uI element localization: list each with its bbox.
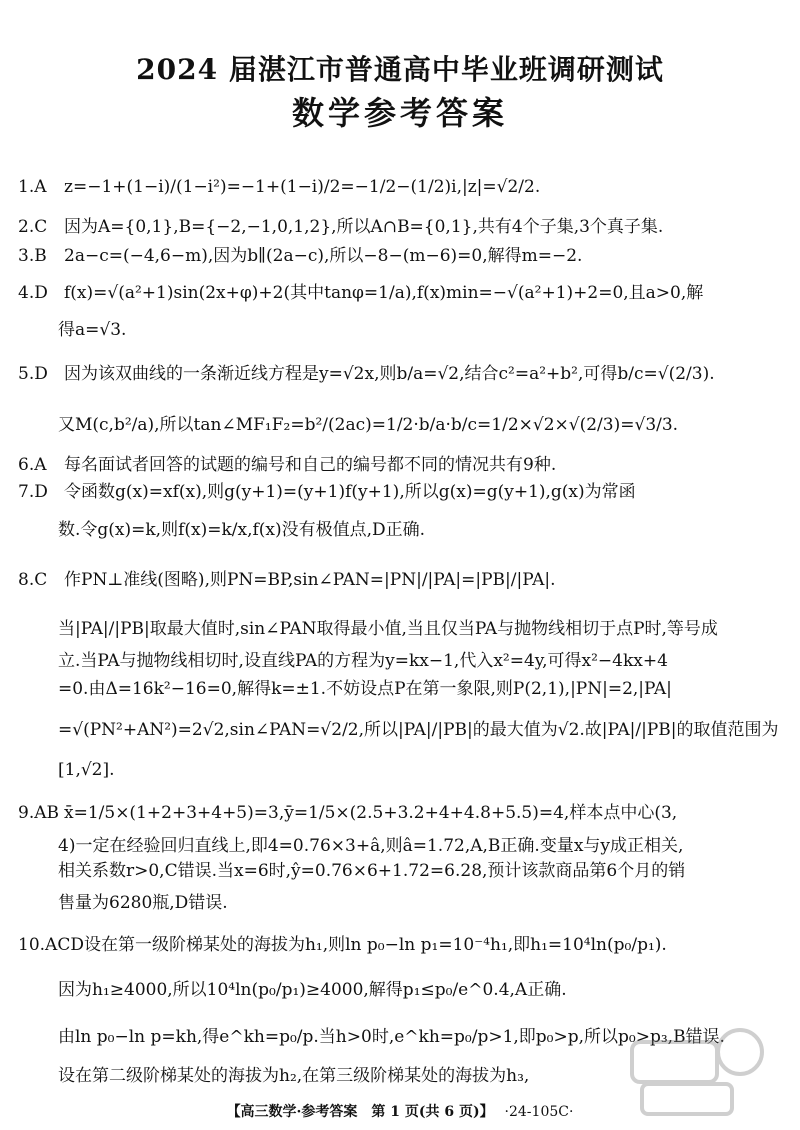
answer-text: 由ln p₀−ln p=kh,得e^kh=p₀/p.当h>0时,e^kh=p₀/p>1,即p₀>p,所以p₀>p₃,B错误. (58, 1027, 725, 1047)
answer-line (58, 978, 772, 1002)
question-number: 6.A (18, 455, 47, 475)
answer-text: f(x)=√(a²+1)sin(2x+φ)+2(其中tanφ=1/a),f(x)min=−√(a²+1)+2=0,且a>0,解 (64, 283, 704, 303)
answer-line (18, 568, 772, 592)
answer-line (58, 891, 772, 915)
answer-line (58, 518, 772, 542)
answer-text: [1,√2]. (58, 760, 115, 780)
answer-text: 立.当PA与抛物线相切时,设直线PA的方程为y=kx−1,代入x²=4y,可得x²−4kx+4 (58, 651, 668, 671)
answer-text: z=−1+(1−i)/(1−i²)=−1+(1−i)/2=−1/2−(1/2)i,|z|=√2/2. (64, 177, 541, 197)
answer-text: 数.令g(x)=k,则f(x)=k/x,f(x)没有极值点,D正确. (58, 520, 426, 540)
answer-line (18, 801, 772, 825)
page-subtitle: 数学参考答案 (291, 94, 508, 132)
answer-line (58, 677, 772, 701)
answer-line (58, 834, 772, 858)
answer-line (58, 649, 772, 673)
answer-text: 作PN⊥准线(图略),则PN=BP,sin∠PAN=|PN|/|PA|=|PB|/|PA|. (64, 570, 556, 590)
answer-line (58, 413, 772, 437)
question-number: 2.C (18, 217, 48, 237)
answer-text: =√(PN²+AN²)=2√2,sin∠PAN=√2/2,所以|PA|/|PB|的最大值为√2.故|PA|/|PB|的取值范围为 (58, 720, 779, 740)
answer-line (58, 318, 772, 342)
answer-line (18, 933, 772, 957)
answer-line (18, 215, 772, 239)
answer-text: 设在第二级阶梯某处的海拔为h₂,在第三级阶梯某处的海拔为h₃, (58, 1066, 530, 1086)
question-number: 5.D (18, 364, 48, 384)
answer-line (58, 859, 772, 883)
page-title: 2024 届湛江市普通高中毕业班调研测试 (136, 53, 664, 86)
answer-text: 令函数g(x)=xf(x),则g(y+1)=(y+1)f(y+1),所以g(x)=g(y+1),g(x)为常函 (64, 482, 636, 502)
answer-text: x̄=1/5×(1+2+3+4+5)=3,ȳ=1/5×(2.5+3.2+4+4.8+5.5)=4,样本点中心(3, (64, 803, 678, 823)
answer-line (18, 281, 772, 305)
footer-text: 【高三数学·参考答案 第 1 页(共 6 页)】 (226, 1104, 494, 1120)
answer-text: 因为h₁≥4000,所以10⁴ln(p₀/p₁)≥4000,解得p₁≤p₀/e^0.4,A正确. (58, 980, 567, 1000)
answer-line (18, 453, 772, 477)
answer-text: 得a=√3. (58, 320, 127, 340)
answer-text: 2a−c=(−4,6−m),因为b∥(2a−c),所以−8−(m−6)=0,解得m=−2. (64, 246, 583, 266)
question-number: 7.D (18, 482, 48, 502)
answer-text: 因为A={0,1},B={−2,−1,0,1,2},所以A∩B={0,1},共有4个子集,3个真子集. (64, 217, 664, 237)
answer-line (58, 718, 779, 742)
answer-text: =0.由Δ=16k²−16=0,解得k=±1.不妨设点P在第一象限,则P(2,1),|PN|=2,|PA| (58, 679, 672, 699)
answer-line (58, 617, 772, 641)
answer-text: 因为该双曲线的一条渐近线方程是y=√2x,则b/a=√2,结合c²=a²+b²,可得b/c=√(2/3). (64, 364, 715, 384)
answer-line (18, 362, 772, 386)
page-footer (0, 1101, 800, 1121)
answer-text: 4)一定在经验回归直线上,即4=0.76×3+â,则â=1.72,A,B正确.变量x与y成正相关, (58, 836, 684, 856)
answer-text: 设在第一级阶梯某处的海拔为h₁,则ln p₀−ln p₁=10⁻⁴h₁,即h₁=10⁴ln(p₀/p₁). (83, 935, 667, 955)
question-number: 1.A (18, 177, 47, 197)
question-number: 10.ACD (18, 935, 84, 955)
question-number: 8.C (18, 570, 48, 590)
question-number: 3.B (18, 246, 47, 266)
answer-line (18, 480, 772, 504)
answer-line (18, 175, 772, 199)
answer-text: 每名面试者回答的试题的编号和自己的编号都不同的情况共有9种. (64, 455, 557, 475)
answer-text: 又M(c,b²/a),所以tan∠MF₁F₂=b²/(2ac)=1/2·b/a·b/c=1/2×√2×√(2/3)=√3/3. (58, 415, 679, 435)
question-number: 9.AB (18, 803, 59, 823)
answer-line (18, 244, 772, 268)
answer-text: 当|PA|/|PB|取最大值时,sin∠PAN取得最小值,当且仅当PA与抛物线相切于点P时,等号成 (58, 619, 718, 639)
answer-text: 售量为6280瓶,D错误. (58, 893, 228, 913)
answer-line (58, 758, 772, 782)
answer-text: 相关系数r>0,C错误.当x=6时,ŷ=0.76×6+1.72=6.28,预计该款商品第6个月的销 (58, 861, 686, 881)
question-number: 4.D (18, 283, 48, 303)
footer-code: ·24-105C· (504, 1104, 574, 1120)
